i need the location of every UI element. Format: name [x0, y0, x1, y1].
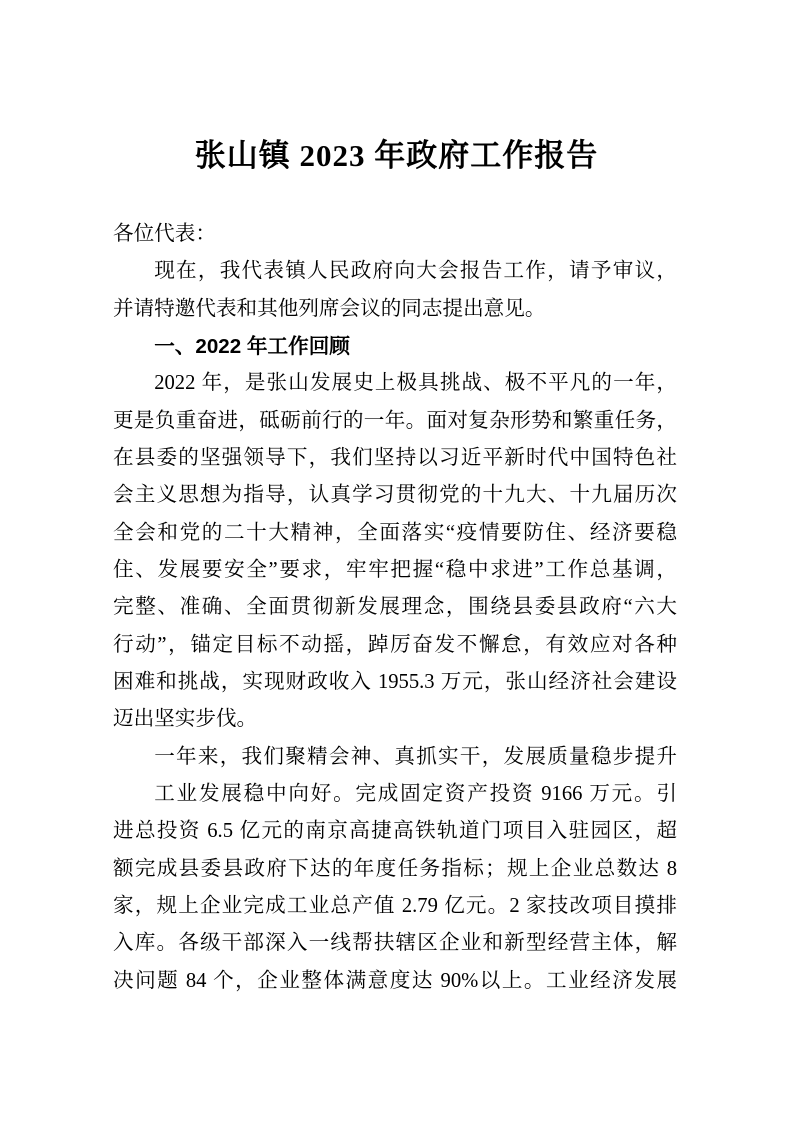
text-line: 一年来，我们聚精会神、真抓实干，发展质量稳步提升 — [154, 745, 677, 768]
text-line: 行动”，锚定目标不动摇，踔厉奋发不懈怠，有效应对各种 — [113, 633, 677, 656]
text-line: 进总投资 6.5 亿元的南京高捷高铁轨道门项目入驻园区，超 — [113, 820, 677, 843]
text-line: 在县委的坚强领导下，我们坚持以习近平新时代中国特色社 — [113, 446, 677, 469]
text-line: 各位代表： — [113, 223, 216, 245]
text-line: 困难和挑战，实现财政收入 1955.3 万元，张山经济社会建设 — [113, 670, 677, 693]
text-line: 会主义思想为指导，认真学习贯彻党的十九大、十九届历次 — [113, 484, 677, 507]
text-line: 工业发展稳中向好。完成固定资产投资 9166 万元。引 — [154, 782, 677, 805]
document-body — [113, 216, 677, 1000]
text-line: 迈出坚实步伐。 — [113, 708, 258, 731]
text-line: 完整、准确、全面贯彻新发展理念，围绕县委县政府“六大 — [113, 596, 677, 619]
text-line: 决问题 84 个，企业整体满意度达 90%以上。工业经济发展 — [113, 969, 677, 992]
text-line: 2022 年，是张山发展史上极具挑战、极不平凡的一年， — [154, 372, 677, 395]
text-line: 入库。各级干部深入一线帮扶辖区企业和新型经营主体，解 — [113, 932, 677, 955]
text-line: 现在，我代表镇人民政府向大会报告工作，请予审议， — [154, 260, 677, 283]
section-heading: 一、2022 年工作回顾 — [154, 334, 350, 358]
text-line: 家，规上企业完成工业总产值 2.79 亿元。2 家技改项目摸排 — [113, 894, 677, 917]
document-title: 张山镇 2023 年政府工作报告 — [194, 138, 599, 173]
text-line: 并请特邀代表和其他列席会议的同志提出意见。 — [113, 297, 546, 320]
text-line: 住、发展要安全”要求，牢牢把握“稳中求进”工作总基调， — [113, 558, 677, 581]
text-line: 更是负重奋进，砥砺前行的一年。面对复杂形势和繁重任务， — [113, 409, 677, 432]
text-line: 全会和党的二十大精神，全面落实“疫情要防住、经济要稳 — [113, 521, 677, 544]
text-line: 额完成县委县政府下达的年度任务指标；规上企业总数达 8 — [113, 857, 677, 880]
